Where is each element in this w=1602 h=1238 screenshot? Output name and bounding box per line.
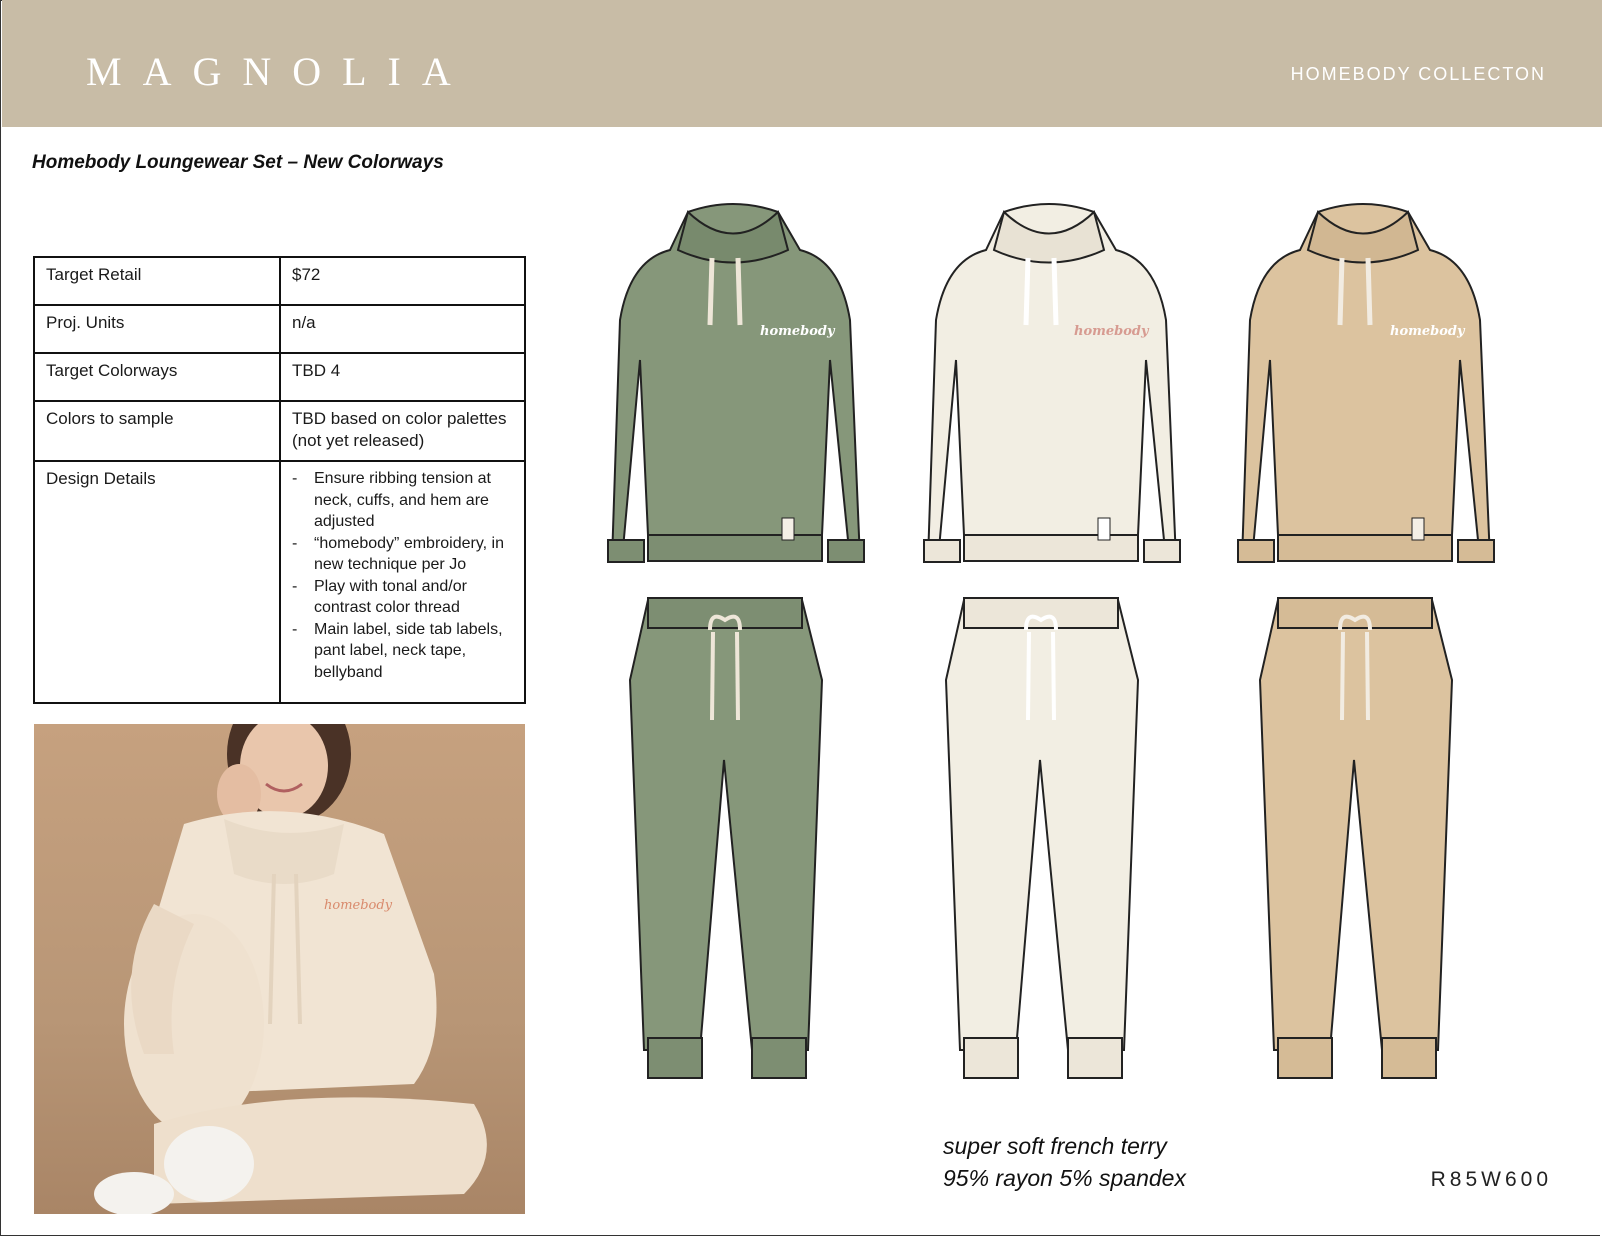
header-bar (2, 0, 1602, 127)
fabric-note (943, 1130, 1186, 1194)
collection-name: HOMEBODY COLLECTON (1290, 64, 1546, 84)
table-row (34, 461, 525, 703)
row-label: Target Colorways (34, 353, 280, 401)
hoodie-sketch (924, 204, 1180, 562)
row-label: Target Retail (34, 257, 280, 305)
table-row (34, 353, 525, 401)
colorway-tan (1230, 200, 1500, 1080)
hoodie-sketch (1238, 204, 1494, 562)
jogger-sketch (946, 598, 1138, 1078)
embroidery-text: homebody (1390, 324, 1465, 339)
style-number: R85W600 (1430, 1168, 1552, 1191)
flat-sketch-area (600, 200, 1600, 1100)
embroidery-text: homebody (1074, 324, 1149, 339)
embroidery-text: homebody (760, 324, 835, 339)
row-value: TBD 4 (280, 353, 525, 401)
list-item: - “homebody” embroidery, in new technique per Jo (292, 533, 513, 576)
page-subtitle: Homebody Loungewear Set – New Colorways (32, 152, 444, 173)
row-label: Proj. Units (34, 305, 280, 353)
row-value: $72 (280, 257, 525, 305)
table-row (34, 257, 525, 305)
photo-embroidery: homebody (324, 898, 393, 913)
row-value (280, 461, 525, 703)
row-value: TBD based on color palettes (not yet released) (280, 401, 525, 461)
jogger-sketch (630, 598, 822, 1078)
brand-logo: MAGNOLIA (86, 49, 472, 94)
list-item: - Main label, side tab labels, pant label, neck tape, bellyband (292, 619, 513, 684)
colorway-cream (916, 200, 1186, 1080)
model-photo-illustration (34, 724, 525, 1214)
colorway-sage (600, 200, 870, 1080)
row-label: Design Details (34, 461, 280, 703)
list-item: - Ensure ribbing tension at neck, cuffs, and hem are adjusted (292, 468, 513, 533)
table-row (34, 401, 525, 461)
hoodie-sketch (608, 204, 864, 562)
fabric-content: 95% rayon 5% spandex (943, 1165, 1186, 1191)
table-row (34, 305, 525, 353)
row-label: Colors to sample (34, 401, 280, 461)
jogger-sketch (1260, 598, 1452, 1078)
list-item: - Play with tonal and/or contrast color thread (292, 576, 513, 619)
design-details-list (292, 468, 513, 683)
model-photo (34, 724, 525, 1214)
row-value: n/a (280, 305, 525, 353)
fabric-description: super soft french terry (943, 1133, 1167, 1159)
spec-table (33, 256, 526, 704)
